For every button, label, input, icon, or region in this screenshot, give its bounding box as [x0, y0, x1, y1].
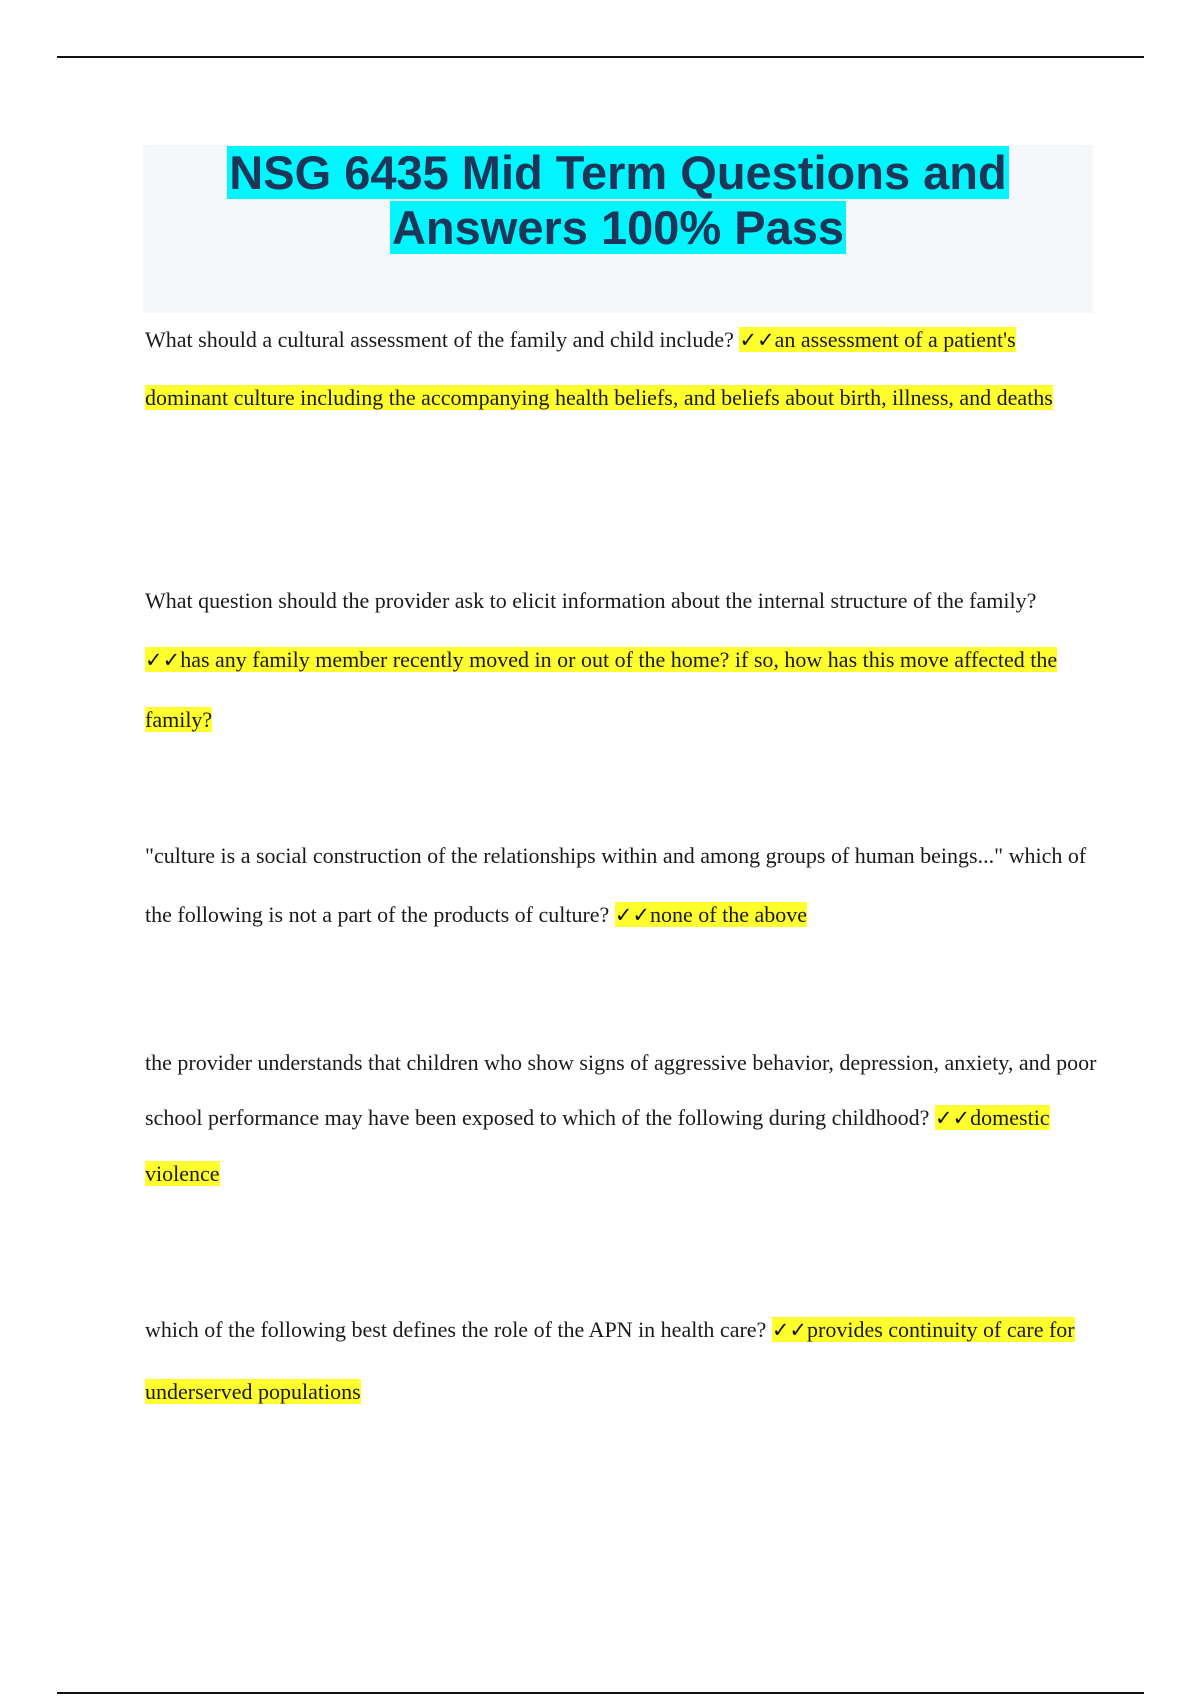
double-check-icon: ✓✓ [739, 328, 775, 352]
qa-item-4 [145, 1035, 1100, 1201]
qa-item-1 [145, 311, 1100, 426]
double-check-icon: ✓✓ [145, 648, 181, 672]
title-line-2: Answers 100% Pass [391, 201, 844, 254]
question-text: What should a cultural assessment of the family and child include? [145, 327, 740, 352]
double-check-icon: ✓✓ [614, 903, 651, 927]
title-line-1: NSG 6435 Mid Term Questions and [229, 146, 1007, 199]
qa-item-5 [145, 1299, 1100, 1422]
answer-text: none of the above [650, 902, 808, 927]
double-check-icon: ✓✓ [934, 1106, 971, 1130]
question-text: What question should the provider ask to elicit information about the internal structure of the family? [145, 588, 1037, 613]
double-check-icon: ✓✓ [771, 1318, 808, 1342]
answer-text: provides continuity of care for underserved populations [145, 1317, 1075, 1404]
footer-rule [57, 1692, 1144, 1694]
answer-text: domestic violence [145, 1105, 1050, 1186]
question-text: which of the following best defines the role of the APN in health care? [145, 1317, 772, 1342]
qa-item-3 [145, 826, 1100, 945]
question-text: the provider understands that children who show signs of aggressive behavior, depression, anxiety, and poor school performance may have been exposed to which of the following during childhood? [145, 1050, 1097, 1130]
header-rule [57, 56, 1144, 58]
question-text: "culture is a social construction of the relationships within and among groups of human beings..." which of the following is not a part of the products of culture? [145, 843, 1087, 927]
answer-highlight [145, 647, 1057, 732]
qa-item-2 [145, 571, 1100, 749]
document-title [143, 145, 1093, 255]
answer-text: an assessment of a patient's dominant culture including the accompanying health beliefs, and beliefs about birth, illness, and deaths [145, 327, 1053, 410]
answer-text: has any family member recently moved in or out of the home? if so, how has this move affected the family? [145, 647, 1058, 732]
answer-highlight [615, 902, 807, 927]
